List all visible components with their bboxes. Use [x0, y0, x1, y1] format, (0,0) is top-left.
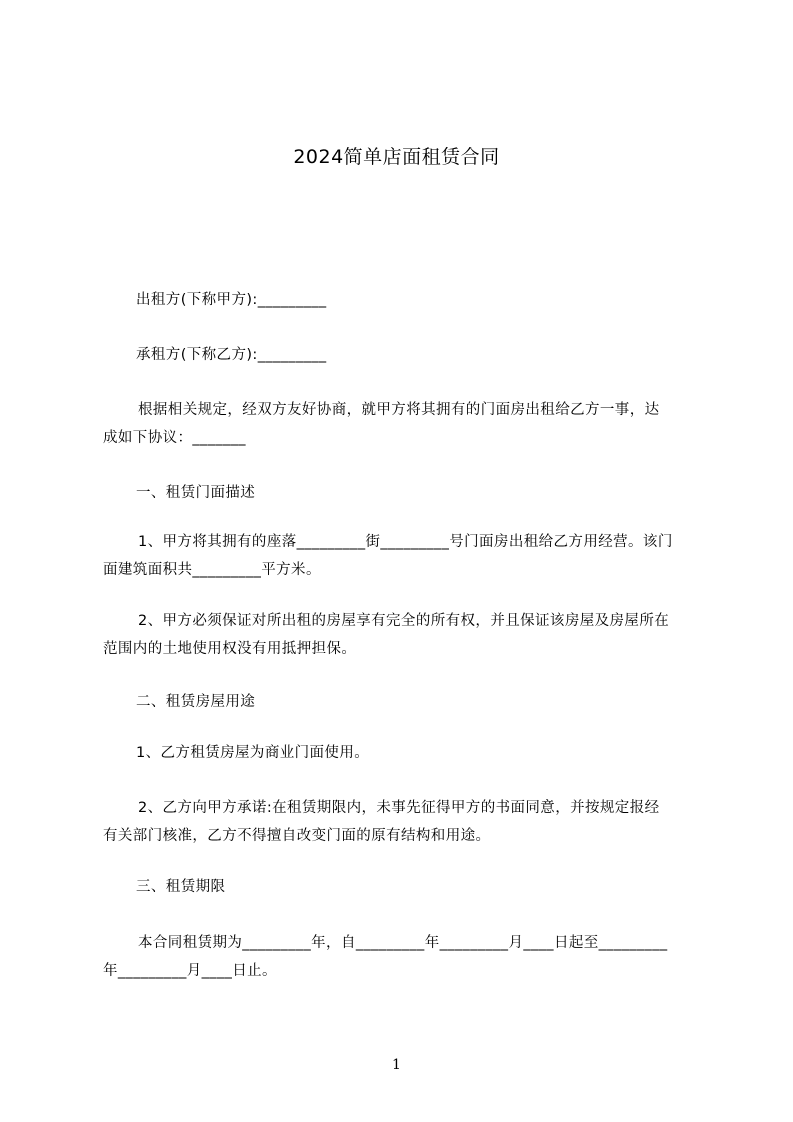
- clause-1-1-line-2: 面建筑面积共_________平方米。: [103, 562, 321, 578]
- clause-2-1: 1、乙方租赁房屋为商业门面使用。: [136, 745, 370, 761]
- term-line-1: 本合同租赁期为_________年，自_________年_________月____日起至_________: [138, 935, 668, 951]
- clause-1-2-line-2: 范围内的土地使用权没有用抵押担保。: [103, 641, 357, 657]
- preamble-line-1: 根据相关规定，经双方友好协商，就甲方将其拥有的门面房出租给乙方一事，达: [138, 402, 660, 418]
- lessee-line: 承租方(下称乙方):_________: [136, 347, 327, 363]
- page-number: 1: [392, 1057, 401, 1073]
- clause-1-1-line-1: 1、甲方将其拥有的座落_________街_________号门面房出租给乙方用经营。该门: [138, 534, 673, 550]
- term-line-2: 年_________月____日止。: [103, 963, 277, 979]
- clause-2-2-line-2: 有关部门核准，乙方不得擅自改变门面的原有结构和用途。: [103, 828, 491, 844]
- document-title: 2024简单店面租赁合同: [293, 146, 500, 168]
- section-heading-1: 一、租赁门面描述: [136, 485, 256, 501]
- preamble-line-2: 成如下协议：_______: [103, 430, 246, 446]
- section-heading-2: 二、租赁房屋用途: [136, 694, 256, 710]
- clause-1-2-line-1: 2、甲方必须保证对所出租的房屋享有完全的所有权，并且保证该房屋及房屋所在: [138, 613, 670, 629]
- clause-2-2-line-1: 2、乙方向甲方承诺:在租赁期限内，未事先征得甲方的书面同意，并按规定报经: [138, 800, 660, 816]
- section-heading-3: 三、租赁期限: [136, 879, 226, 895]
- lessor-line: 出租方(下称甲方):_________: [136, 292, 327, 308]
